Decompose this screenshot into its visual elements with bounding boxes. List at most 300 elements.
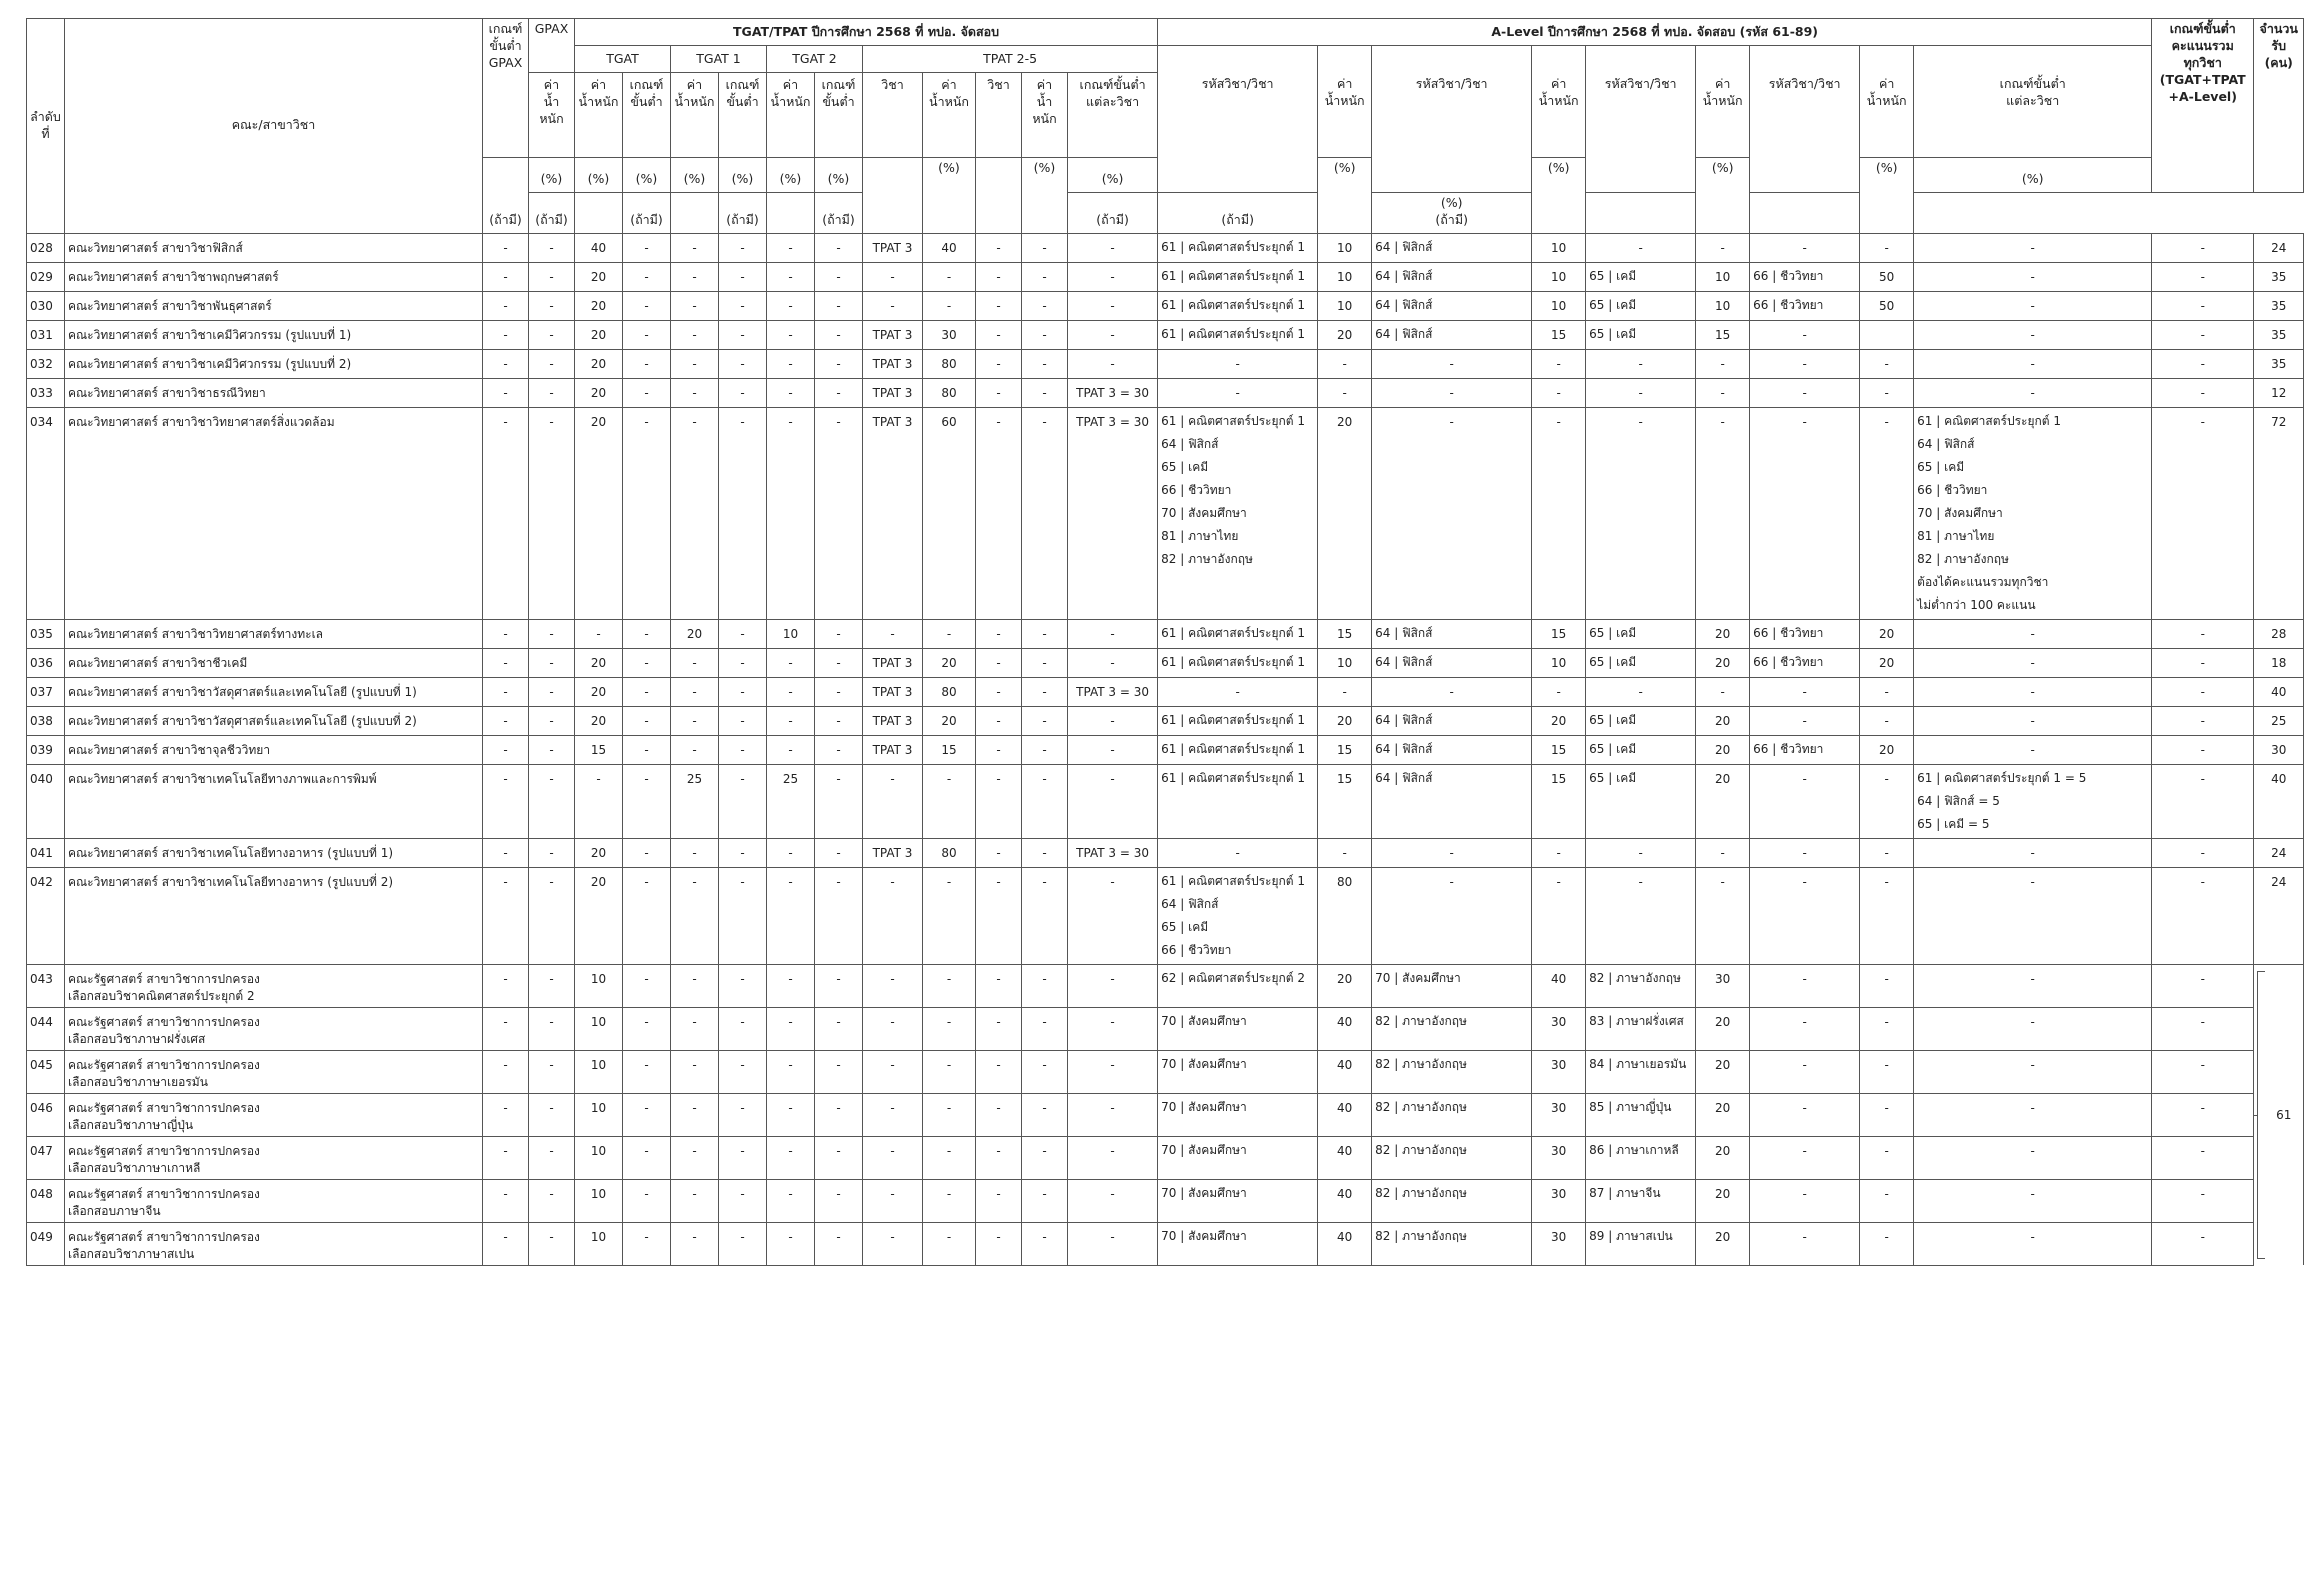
row-tpat-subject2: - bbox=[976, 320, 1022, 349]
row-seq: 048 bbox=[27, 1179, 65, 1222]
row-tpat-subject2: - bbox=[976, 964, 1022, 1007]
header-tgat: TGAT bbox=[575, 46, 671, 73]
admission-table-sheet bbox=[26, 18, 2298, 1266]
row-tpat-weight2: - bbox=[1022, 262, 1068, 291]
row-al-weight4: - bbox=[1860, 1179, 1914, 1222]
row-quota: 24 bbox=[2254, 867, 2304, 964]
row-al-weight4: - bbox=[1860, 677, 1914, 706]
row-tpat-weight2: - bbox=[1022, 1050, 1068, 1093]
row-tgat2-weight: - bbox=[767, 1093, 815, 1136]
row-faculty-name: คณะวิทยาศาสตร์ สาขาวิชาเทคโนโลยีทางอาหาร (รูปแบบที่ 1) bbox=[65, 838, 483, 867]
row-al-weight4: - bbox=[1860, 1050, 1914, 1093]
row-tgat1-weight: - bbox=[671, 964, 719, 1007]
row-tgat-weight: - bbox=[575, 764, 623, 838]
row-seq: 038 bbox=[27, 706, 65, 735]
row-al-weight4: - bbox=[1860, 764, 1914, 838]
row-tgat1-weight: - bbox=[671, 735, 719, 764]
row-tpat-weight2: - bbox=[1022, 964, 1068, 1007]
row-tpat-subject2: - bbox=[976, 1007, 1022, 1050]
row-al-weight2: - bbox=[1532, 838, 1586, 867]
row-al-weight2: 30 bbox=[1532, 1050, 1586, 1093]
row-al-subject2: 82 | ภาษาอังกฤษ bbox=[1372, 1179, 1532, 1222]
row-min-total: - bbox=[2152, 619, 2254, 648]
row-al-weight4: - bbox=[1860, 838, 1914, 867]
row-al-subject1: 61 | คณิตศาสตร์ประยุกต์ 1 bbox=[1158, 320, 1318, 349]
header-al-min-pct: (%) bbox=[1914, 158, 2152, 193]
header-gpax-min-ifany: (ถ้ามี) bbox=[483, 158, 529, 234]
row-tgat-min: - bbox=[623, 1179, 671, 1222]
row-al-subject2: - bbox=[1372, 867, 1532, 964]
header-tpat-subject1: วิชา bbox=[863, 73, 923, 158]
header-tgat-weight: ค่า น้ำหนัก bbox=[575, 73, 623, 158]
row-faculty-name: คณะวิทยาศาสตร์ สาขาวิชาวิทยาศาสตร์ทางทะเล bbox=[65, 619, 483, 648]
row-al-min-each: - bbox=[1914, 262, 2152, 291]
row-tgat-min: - bbox=[623, 262, 671, 291]
row-al-weight2: - bbox=[1532, 378, 1586, 407]
row-gpax-min: - bbox=[483, 867, 529, 964]
row-al-weight4: - bbox=[1860, 706, 1914, 735]
row-al-min-each: - bbox=[1914, 291, 2152, 320]
row-tgat-weight: 20 bbox=[575, 291, 623, 320]
row-min-total: - bbox=[2152, 648, 2254, 677]
row-al-weight1: 20 bbox=[1318, 964, 1372, 1007]
row-al-min-each: - bbox=[1914, 677, 2152, 706]
row-al-weight2: 20 bbox=[1532, 706, 1586, 735]
row-tpat-subject1: TPAT 3 bbox=[863, 706, 923, 735]
header-al-w3-pct: (%) bbox=[1696, 158, 1750, 234]
row-tgat1-min: - bbox=[719, 648, 767, 677]
row-tgat1-weight: - bbox=[671, 407, 719, 619]
row-gpax-weight: - bbox=[529, 1050, 575, 1093]
row-quota: 30 bbox=[2254, 735, 2304, 764]
row-tpat-subject1: - bbox=[863, 291, 923, 320]
row-al-min-each: - bbox=[1914, 349, 2152, 378]
header-al-w4-pct: (%) bbox=[1860, 158, 1914, 234]
row-min-total: - bbox=[2152, 735, 2254, 764]
row-al-subject4: - bbox=[1750, 1007, 1860, 1050]
row-tgat1-weight: - bbox=[671, 1136, 719, 1179]
row-al-subject4: 66 | ชีววิทยา bbox=[1750, 291, 1860, 320]
row-quota: 24 bbox=[2254, 233, 2304, 262]
header-tgat2-w-pct: (%) bbox=[767, 158, 815, 193]
row-tpat-min-each: - bbox=[1068, 764, 1158, 838]
row-tpat-subject1: - bbox=[863, 764, 923, 838]
row-al-weight1: 40 bbox=[1318, 1050, 1372, 1093]
row-gpax-min: - bbox=[483, 1007, 529, 1050]
row-tgat-weight: - bbox=[575, 619, 623, 648]
header-tpat: TPAT 2-5 bbox=[863, 46, 1158, 73]
row-tgat2-weight: - bbox=[767, 706, 815, 735]
row-tpat-subject1: TPAT 3 bbox=[863, 838, 923, 867]
row-tgat1-min: - bbox=[719, 677, 767, 706]
row-tgat-min: - bbox=[623, 1093, 671, 1136]
row-al-subject2: 64 | ฟิสิกส์ bbox=[1372, 320, 1532, 349]
row-al-weight2: 15 bbox=[1532, 619, 1586, 648]
row-al-subject1: 70 | สังคมศึกษา bbox=[1158, 1093, 1318, 1136]
row-quota: 12 bbox=[2254, 378, 2304, 407]
row-al-subject1: 61 | คณิตศาสตร์ประยุกต์ 1 64 | ฟิสิกส์ 65 | เคมี 66 | ชีววิทยา 70 | สังคมศึกษา 81 | ภาษาไทย 82 | ภาษาอังกฤษ bbox=[1158, 407, 1318, 619]
row-tpat-subject1: TPAT 3 bbox=[863, 407, 923, 619]
row-tgat1-weight: 20 bbox=[671, 619, 719, 648]
row-faculty-name: คณะรัฐศาสตร์ สาขาวิชาการปกครอง เลือกสอบภาษาจีน bbox=[65, 1179, 483, 1222]
row-tpat-subject2: - bbox=[976, 706, 1022, 735]
row-tgat2-min: - bbox=[815, 349, 863, 378]
brace-mid bbox=[2254, 1115, 2258, 1116]
row-tgat-min: - bbox=[623, 677, 671, 706]
row-gpax-weight: - bbox=[529, 764, 575, 838]
header-tgat-m-pct: (%) bbox=[623, 158, 671, 193]
row-al-weight3: - bbox=[1696, 378, 1750, 407]
row-min-total: - bbox=[2152, 1093, 2254, 1136]
row-al-min-each: - bbox=[1914, 233, 2152, 262]
row-al-weight2: - bbox=[1532, 677, 1586, 706]
row-al-subject4: - bbox=[1750, 407, 1860, 619]
row-tgat1-min: - bbox=[719, 867, 767, 964]
row-al-subject4: 66 | ชีววิทยา bbox=[1750, 735, 1860, 764]
row-tpat-min-each: - bbox=[1068, 1179, 1158, 1222]
row-al-weight1: 20 bbox=[1318, 407, 1372, 619]
table-row bbox=[27, 262, 2304, 291]
row-tgat2-weight: 10 bbox=[767, 619, 815, 648]
row-al-weight4: - bbox=[1860, 349, 1914, 378]
row-faculty-name: คณะวิทยาศาสตร์ สาขาวิชาจุลชีววิทยา bbox=[65, 735, 483, 764]
row-al-subject4: - bbox=[1750, 1222, 1860, 1265]
row-tpat-subject1: - bbox=[863, 964, 923, 1007]
row-tgat-weight: 20 bbox=[575, 648, 623, 677]
header-al-weight4: ค่า น้ำหนัก bbox=[1860, 46, 1914, 158]
row-al-subject2: 64 | ฟิสิกส์ bbox=[1372, 619, 1532, 648]
row-tgat2-min: - bbox=[815, 1179, 863, 1222]
row-tgat-weight: 20 bbox=[575, 349, 623, 378]
row-min-total: - bbox=[2152, 764, 2254, 838]
row-gpax-weight: - bbox=[529, 1222, 575, 1265]
row-al-weight1: 10 bbox=[1318, 233, 1372, 262]
row-al-weight2: 40 bbox=[1532, 964, 1586, 1007]
row-tpat-min-each: - bbox=[1068, 964, 1158, 1007]
row-tgat1-min: - bbox=[719, 735, 767, 764]
table-row bbox=[27, 1222, 2304, 1265]
header-gpax-ifany: (ถ้ามี) bbox=[529, 193, 575, 234]
row-tgat-weight: 10 bbox=[575, 1007, 623, 1050]
row-tpat-weight2: - bbox=[1022, 291, 1068, 320]
header-tgat1-m-ifany: (ถ้ามี) bbox=[719, 193, 767, 234]
row-gpax-weight: - bbox=[529, 867, 575, 964]
row-tgat1-weight: 25 bbox=[671, 764, 719, 838]
header-tgat2-min: เกณฑ์ ขั้นต่ำ bbox=[815, 73, 863, 158]
row-tgat1-min: - bbox=[719, 291, 767, 320]
row-tgat-weight: 20 bbox=[575, 677, 623, 706]
row-min-total: - bbox=[2152, 291, 2254, 320]
row-tpat-subject2: - bbox=[976, 349, 1022, 378]
row-al-weight3: 15 bbox=[1696, 320, 1750, 349]
row-quota: 35 bbox=[2254, 291, 2304, 320]
header-tpat-weight1: ค่า น้ำหนัก bbox=[923, 73, 976, 158]
row-al-subject2: - bbox=[1372, 838, 1532, 867]
row-al-weight2: 30 bbox=[1532, 1007, 1586, 1050]
row-gpax-weight: - bbox=[529, 378, 575, 407]
row-min-total: - bbox=[2152, 233, 2254, 262]
row-tpat-weight1: 40 bbox=[923, 233, 976, 262]
row-al-weight1: 15 bbox=[1318, 764, 1372, 838]
row-al-subject2: 64 | ฟิสิกส์ bbox=[1372, 735, 1532, 764]
row-al-subject4: - bbox=[1750, 349, 1860, 378]
row-al-weight4: - bbox=[1860, 1222, 1914, 1265]
row-al-weight3: 20 bbox=[1696, 1136, 1750, 1179]
row-tgat-min: - bbox=[623, 320, 671, 349]
table-row bbox=[27, 1007, 2304, 1050]
table-row bbox=[27, 320, 2304, 349]
header-al-weight1: ค่า น้ำหนัก bbox=[1318, 46, 1372, 158]
row-al-subject2: 64 | ฟิสิกส์ bbox=[1372, 233, 1532, 262]
row-gpax-min: - bbox=[483, 1179, 529, 1222]
row-seq: 032 bbox=[27, 349, 65, 378]
row-al-weight1: 40 bbox=[1318, 1093, 1372, 1136]
row-tpat-weight1: - bbox=[923, 867, 976, 964]
row-tpat-weight1: - bbox=[923, 1007, 976, 1050]
row-al-weight4: 50 bbox=[1860, 262, 1914, 291]
row-al-weight4 bbox=[1860, 320, 1914, 349]
header-tpat-subject2: วิชา bbox=[976, 73, 1022, 158]
row-tpat-min-each: TPAT 3 = 30 bbox=[1068, 407, 1158, 619]
row-tpat-subject1: TPAT 3 bbox=[863, 233, 923, 262]
row-tgat-min: - bbox=[623, 735, 671, 764]
row-al-subject3: 65 | เคมี bbox=[1586, 706, 1696, 735]
row-tgat1-min: - bbox=[719, 1179, 767, 1222]
row-tpat-subject2: - bbox=[976, 1179, 1022, 1222]
row-seq: 029 bbox=[27, 262, 65, 291]
header-tgat2-m-ifany: (ถ้ามี) bbox=[815, 193, 863, 234]
header-al-code3: รหัสวิชา/วิชา bbox=[1586, 46, 1696, 193]
row-tgat1-weight: - bbox=[671, 291, 719, 320]
row-gpax-min: - bbox=[483, 349, 529, 378]
row-gpax-weight: - bbox=[529, 1093, 575, 1136]
row-al-min-each: - bbox=[1914, 1136, 2152, 1179]
row-gpax-weight: - bbox=[529, 619, 575, 648]
row-tpat-weight2: - bbox=[1022, 677, 1068, 706]
row-min-total: - bbox=[2152, 1050, 2254, 1093]
row-tpat-weight2: - bbox=[1022, 706, 1068, 735]
row-tpat-min-each: - bbox=[1068, 1050, 1158, 1093]
header-tgat-w-pct: (%) bbox=[575, 158, 623, 193]
row-al-weight3: 10 bbox=[1696, 291, 1750, 320]
row-min-total: - bbox=[2152, 262, 2254, 291]
row-gpax-weight: - bbox=[529, 648, 575, 677]
row-faculty-name: คณะวิทยาศาสตร์ สาขาวิชาพันธุศาสตร์ bbox=[65, 291, 483, 320]
row-seq: 028 bbox=[27, 233, 65, 262]
row-tpat-weight2: - bbox=[1022, 1179, 1068, 1222]
row-tgat1-min: - bbox=[719, 1093, 767, 1136]
row-tgat-min: - bbox=[623, 349, 671, 378]
row-tpat-subject1: - bbox=[863, 867, 923, 964]
row-al-subject1: 61 | คณิตศาสตร์ประยุกต์ 1 bbox=[1158, 619, 1318, 648]
row-al-min-each: - bbox=[1914, 735, 2152, 764]
row-faculty-name: คณะวิทยาศาสตร์ สาขาวิชาพฤกษศาสตร์ bbox=[65, 262, 483, 291]
row-al-weight1: - bbox=[1318, 378, 1372, 407]
row-tgat1-weight: - bbox=[671, 378, 719, 407]
row-tgat-min: - bbox=[623, 378, 671, 407]
row-tpat-subject1: TPAT 3 bbox=[863, 648, 923, 677]
row-al-weight3: 20 bbox=[1696, 1179, 1750, 1222]
row-quota: 35 bbox=[2254, 320, 2304, 349]
row-al-weight1: - bbox=[1318, 838, 1372, 867]
row-al-weight3: 20 bbox=[1696, 735, 1750, 764]
row-al-min-each: - bbox=[1914, 378, 2152, 407]
row-al-min-each: - bbox=[1914, 320, 2152, 349]
group-quota-brace bbox=[2254, 964, 2304, 1265]
row-al-weight4: 50 bbox=[1860, 291, 1914, 320]
row-al-subject2: 82 | ภาษาอังกฤษ bbox=[1372, 1050, 1532, 1093]
header-gpax: GPAX bbox=[529, 19, 575, 73]
table-row bbox=[27, 677, 2304, 706]
row-al-subject3: - bbox=[1586, 407, 1696, 619]
row-al-weight1: 15 bbox=[1318, 735, 1372, 764]
row-tpat-weight2: - bbox=[1022, 320, 1068, 349]
row-tgat2-min: - bbox=[815, 677, 863, 706]
row-al-weight1: 40 bbox=[1318, 1136, 1372, 1179]
row-al-subject3: 84 | ภาษาเยอรมัน bbox=[1586, 1050, 1696, 1093]
row-al-subject4: - bbox=[1750, 378, 1860, 407]
row-al-subject1: 70 | สังคมศึกษา bbox=[1158, 1136, 1318, 1179]
row-al-subject4: - bbox=[1750, 964, 1860, 1007]
row-seq: 037 bbox=[27, 677, 65, 706]
row-tgat2-min: - bbox=[815, 1050, 863, 1093]
row-tpat-weight2: - bbox=[1022, 838, 1068, 867]
row-gpax-weight: - bbox=[529, 291, 575, 320]
header-tgat1-weight: ค่า น้ำหนัก bbox=[671, 73, 719, 158]
min-total-pct-label: (%) bbox=[1440, 195, 1463, 210]
row-al-min-each: - bbox=[1914, 1050, 2152, 1093]
row-al-subject3: 65 | เคมี bbox=[1586, 648, 1696, 677]
header-tgat1-w-pct: (%) bbox=[671, 158, 719, 193]
row-tpat-subject1: - bbox=[863, 1050, 923, 1093]
row-tpat-weight1: - bbox=[923, 619, 976, 648]
row-seq: 030 bbox=[27, 291, 65, 320]
row-tgat1-min: - bbox=[719, 1050, 767, 1093]
row-tpat-weight1: - bbox=[923, 1093, 976, 1136]
row-tgat-min: - bbox=[623, 1007, 671, 1050]
header-tpat-w1-pct: (%) bbox=[923, 158, 976, 234]
row-gpax-min: - bbox=[483, 964, 529, 1007]
row-al-subject4: - bbox=[1750, 320, 1860, 349]
row-tgat2-weight: - bbox=[767, 964, 815, 1007]
row-tgat1-weight: - bbox=[671, 349, 719, 378]
row-al-weight2: 10 bbox=[1532, 262, 1586, 291]
row-al-subject2: 64 | ฟิสิกส์ bbox=[1372, 764, 1532, 838]
row-al-subject1: 61 | คณิตศาสตร์ประยุกต์ 1 bbox=[1158, 648, 1318, 677]
row-min-total: - bbox=[2152, 964, 2254, 1007]
row-al-weight4: - bbox=[1860, 867, 1914, 964]
row-tgat1-weight: - bbox=[671, 1222, 719, 1265]
row-tgat1-min: - bbox=[719, 320, 767, 349]
row-al-weight3: - bbox=[1696, 407, 1750, 619]
row-tpat-weight2: - bbox=[1022, 764, 1068, 838]
row-gpax-min: - bbox=[483, 291, 529, 320]
row-tgat2-weight: - bbox=[767, 838, 815, 867]
row-tpat-weight1: - bbox=[923, 291, 976, 320]
row-tgat2-weight: - bbox=[767, 378, 815, 407]
row-al-subject4: - bbox=[1750, 1179, 1860, 1222]
table-row bbox=[27, 867, 2304, 964]
row-seq: 046 bbox=[27, 1093, 65, 1136]
row-seq: 045 bbox=[27, 1050, 65, 1093]
row-tgat-min: - bbox=[623, 1136, 671, 1179]
row-al-min-each: - bbox=[1914, 1222, 2152, 1265]
row-al-weight1: 40 bbox=[1318, 1222, 1372, 1265]
row-tpat-min-each: - bbox=[1068, 291, 1158, 320]
row-tgat2-min: - bbox=[815, 764, 863, 838]
row-al-weight3: 20 bbox=[1696, 1093, 1750, 1136]
header-al-min-ifany: (ถ้ามี) bbox=[1158, 193, 1318, 234]
row-tpat-subject1: TPAT 3 bbox=[863, 320, 923, 349]
row-faculty-name: คณะรัฐศาสตร์ สาขาวิชาการปกครอง เลือกสอบวิชาภาษาญี่ปุ่น bbox=[65, 1093, 483, 1136]
row-tpat-subject2: - bbox=[976, 378, 1022, 407]
row-tpat-min-each: - bbox=[1068, 648, 1158, 677]
row-al-subject2: 82 | ภาษาอังกฤษ bbox=[1372, 1007, 1532, 1050]
row-al-weight1: - bbox=[1318, 677, 1372, 706]
row-tgat2-min: - bbox=[815, 1093, 863, 1136]
header-tpat-m-ifany: (ถ้ามี) bbox=[1068, 193, 1158, 234]
row-tgat-min: - bbox=[623, 867, 671, 964]
row-tpat-subject2: - bbox=[976, 262, 1022, 291]
header-tgat1-w-blank bbox=[671, 193, 719, 234]
header-tpat-w2-pct: (%) bbox=[1022, 158, 1068, 234]
header-tpat-min-each: เกณฑ์ขั้นต่ำ แต่ละวิชา bbox=[1068, 73, 1158, 158]
header-quota: จำนวน รับ (คน) bbox=[2254, 19, 2304, 193]
table-row bbox=[27, 838, 2304, 867]
row-quota: 40 bbox=[2254, 764, 2304, 838]
row-al-weight3: - bbox=[1696, 233, 1750, 262]
row-tpat-subject1: TPAT 3 bbox=[863, 677, 923, 706]
row-al-weight4: 20 bbox=[1860, 648, 1914, 677]
table-row bbox=[27, 1136, 2304, 1179]
admission-table bbox=[26, 18, 2304, 1266]
row-al-weight4: 20 bbox=[1860, 619, 1914, 648]
row-tpat-subject1: - bbox=[863, 1179, 923, 1222]
row-tpat-subject2: - bbox=[976, 764, 1022, 838]
row-min-total: - bbox=[2152, 838, 2254, 867]
row-gpax-min: - bbox=[483, 677, 529, 706]
row-tpat-subject2: - bbox=[976, 233, 1022, 262]
row-al-subject1: 70 | สังคมศึกษา bbox=[1158, 1179, 1318, 1222]
row-al-subject4: - bbox=[1750, 233, 1860, 262]
row-al-weight2: 10 bbox=[1532, 233, 1586, 262]
row-al-subject4: - bbox=[1750, 1050, 1860, 1093]
row-tgat-weight: 20 bbox=[575, 867, 623, 964]
row-al-weight2: 15 bbox=[1532, 320, 1586, 349]
row-gpax-min: - bbox=[483, 838, 529, 867]
row-tgat2-min: - bbox=[815, 1136, 863, 1179]
row-al-subject3: - bbox=[1586, 838, 1696, 867]
row-faculty-name: คณะวิทยาศาสตร์ สาขาวิชาชีวเคมี bbox=[65, 648, 483, 677]
row-al-weight3: 20 bbox=[1696, 706, 1750, 735]
header-faculty: คณะ/สาขาวิชา bbox=[65, 19, 483, 234]
row-gpax-min: - bbox=[483, 648, 529, 677]
row-al-min-each: - bbox=[1914, 867, 2152, 964]
brace-bottom bbox=[2257, 1258, 2265, 1259]
row-al-subject2: 82 | ภาษาอังกฤษ bbox=[1372, 1136, 1532, 1179]
row-tpat-subject1: - bbox=[863, 1007, 923, 1050]
row-al-weight3: 20 bbox=[1696, 648, 1750, 677]
row-seq: 034 bbox=[27, 407, 65, 619]
row-al-subject4: - bbox=[1750, 677, 1860, 706]
row-tgat1-weight: - bbox=[671, 1007, 719, 1050]
header-al-weight2: ค่า น้ำหนัก bbox=[1532, 46, 1586, 158]
row-al-subject4: - bbox=[1750, 1093, 1860, 1136]
row-gpax-min: - bbox=[483, 262, 529, 291]
brace-line bbox=[2257, 971, 2258, 1260]
row-tpat-min-each: - bbox=[1068, 735, 1158, 764]
row-tgat1-weight: - bbox=[671, 838, 719, 867]
